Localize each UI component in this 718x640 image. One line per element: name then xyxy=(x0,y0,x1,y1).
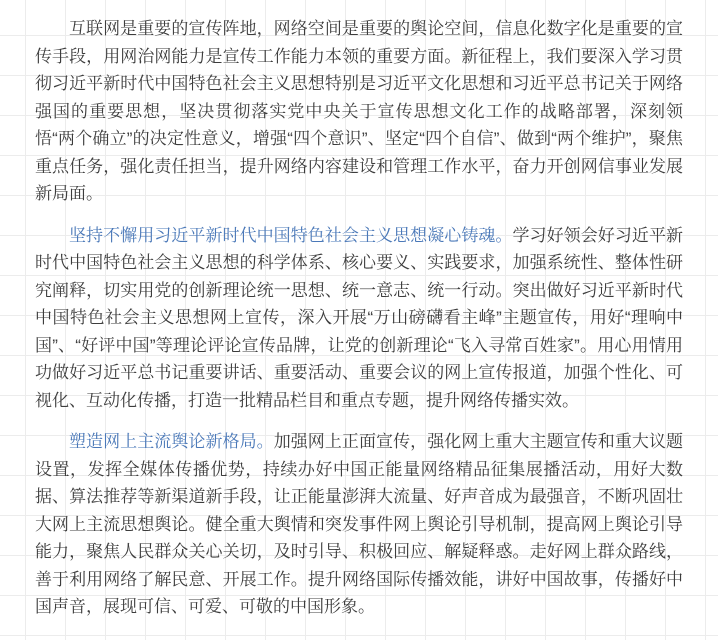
paragraph-text: 学习好领会好习近平新时代中国特色社会主义思想的科学体系、核心要义、实践要求，加强系统性、整体性研究阐释，切实用党的创新理论统一思想、统一意志、统一行动。突出做好习近平新时代中国特色社会主义思想网上宣传，深入开展“万山磅礴看主峰”主题宣传，用好“理响中国”、“好评中国”等理论评论宣传品牌，让党的创新理论“飞入寻常百姓家”。用心用情用功做好习近平总书记重要讲话、重要活动、重要会议的网上宣传报道，加强个性化、可视化、互动化传播，打造一批精品栏目和重点专题，提升网络传播实效。 xyxy=(35,225,683,410)
paragraph xyxy=(35,15,683,208)
paragraph-text: 互联网是重要的宣传阵地，网络空间是重要的舆论空间，信息化数字化是重要的宣传手段，用网治网能力是宣传工作能力本领的重要方面。新征程上，我们要深入学习贯彻习近平新时代中国特色社会主义思想特别是习近平文化思想和习近平总书记关于网络强国的重要思想，坚决贯彻落实党中央关于宣传思想文化工作的战略部署，深刻领悟“两个确立”的决定性意义，增强“四个意识”、坚定“四个自信”、做到“两个维护”，聚焦重点任务，强化责任担当，提升网络内容建设和管理工作水平，奋力开创网信事业发展新局面。 xyxy=(35,19,683,203)
paragraph-lead: 坚持不懈用习近平新时代中国特色社会主义思想凝心铸魂。 xyxy=(69,225,513,245)
paragraph xyxy=(35,222,683,415)
paragraph-lead: 塑造网上主流舆论新格局。 xyxy=(69,432,274,451)
article-body xyxy=(35,15,683,635)
paragraph xyxy=(35,428,683,621)
paragraph-text: 加强网上正面宣传，强化网上重大主题宣传和重大议题设置，发挥全媒体传播优势，持续办好中国正能量网络精品征集展播活动，用好大数据、算法推荐等新渠道新手段，让正能量澎湃大流量、好声音成为最强音，不断巩固壮大网上主流思想舆论。健全重大舆情和突发事件网上舆论引导机制，提高网上舆论引导能力，聚焦人民群众关心关切，及时引导、积极回应、解疑释惑。走好网上群众路线，善于利用网络了解民意、开展工作。提升网络国际传播效能，讲好中国故事，传播好中国声音，展现可信、可爱、可敬的中国形象。 xyxy=(35,432,684,616)
